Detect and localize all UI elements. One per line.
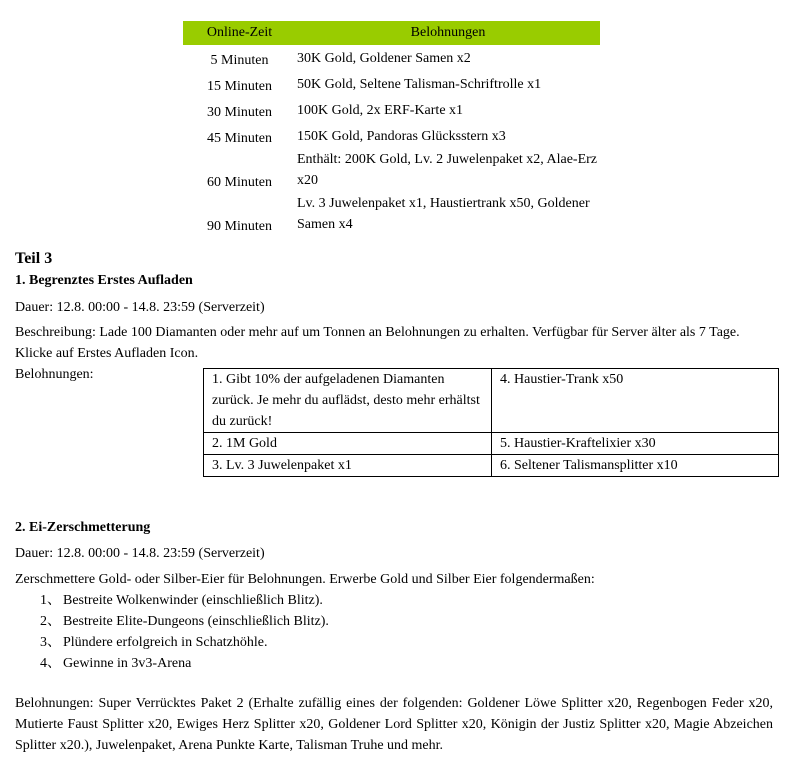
online-time-cell: 45 Minuten <box>207 131 272 146</box>
list-item-text: Bestreite Elite-Dungeons (einschließlich Blitz). <box>63 614 329 629</box>
list-item-number: 4、 <box>40 656 61 671</box>
reward-cell: Lv. 3 Juwelenpaket x1, Haustiertrank x50, Goldener Samen x4 <box>297 196 590 232</box>
egg-acquisition-list <box>40 590 329 674</box>
table-row <box>183 149 600 193</box>
reward-cell: 30K Gold, Goldener Samen x2 <box>297 51 471 66</box>
rewards-label: Belohnungen: <box>15 367 94 382</box>
reward-cell: 100K Gold, 2x ERF-Karte x1 <box>297 103 464 118</box>
table-row <box>204 433 779 455</box>
section-description: Beschreibung: Lade 100 Diamanten oder mehr auf um Tonnen an Belohnungen zu erhalten. Verfügbar für Server älter als 7 Tage. Klicke auf Erstes Aufladen Icon. <box>15 325 740 361</box>
list-item <box>40 653 329 674</box>
reward-cell: 4. Haustier-Trank x50 <box>492 369 779 433</box>
egg-smash-rewards-text: Belohnungen: Super Verrücktes Paket 2 (Erhalte zufällig eines der folgenden: Goldener Löwe Splitter x20, Regenbogen Feder x20, Mutierte Faust Splitter x20, Ewiges Herz Splitter x20, Goldener Lord Splitter x20, Königin der Justiz Splitter x20, Magie Abzeichen Splitter x20.), Juwelenpaket, Arena Punkte Karte, Talisman Truhe und mehr. <box>15 696 773 753</box>
table-header-row <box>183 21 600 45</box>
reward-cell: 50K Gold, Seltene Talisman-Schriftrolle x1 <box>297 77 542 92</box>
section-title-first-recharge: 1. Begrenztes Erstes Aufladen <box>15 273 193 288</box>
reward-cell: 6. Seltener Talismansplitter x10 <box>492 455 779 477</box>
table-row <box>204 455 779 477</box>
list-item <box>40 611 329 632</box>
header-rewards: Belohnungen <box>296 21 600 45</box>
reward-cell: 5. Haustier-Kraftelixier x30 <box>492 433 779 455</box>
list-item-number: 2、 <box>40 614 61 629</box>
list-item-text: Plündere erfolgreich in Schatzhöhle. <box>63 635 268 650</box>
list-item-text: Gewinne in 3v3-Arena <box>63 656 192 671</box>
table-row <box>183 71 600 97</box>
online-time-cell: 5 Minuten <box>210 53 269 68</box>
online-time-cell: 30 Minuten <box>207 105 272 120</box>
online-time-cell: 90 Minuten <box>207 219 272 234</box>
first-recharge-rewards-table <box>203 368 779 477</box>
reward-cell: 150K Gold, Pandoras Glücksstern x3 <box>297 129 506 144</box>
online-time-cell: 60 Minuten <box>207 175 272 190</box>
reward-cell: 2. 1M Gold <box>204 433 492 455</box>
table-row <box>183 97 600 123</box>
list-item <box>40 590 329 611</box>
list-item-number: 3、 <box>40 635 61 650</box>
reward-cell: Enthält: 200K Gold, Lv. 2 Juwelenpaket x2, Alae-Erz x20 <box>297 152 598 188</box>
section-duration: Dauer: 12.8. 00:00 - 14.8. 23:59 (Serverzeit) <box>15 546 265 561</box>
list-item <box>40 632 329 653</box>
list-item-number: 1、 <box>40 593 61 608</box>
reward-cell: 1. Gibt 10% der aufgeladenen Diamanten zurück. Je mehr du auflädst, desto mehr erhältst du zurück! <box>204 369 492 433</box>
table-row <box>183 123 600 149</box>
online-time-rewards-table <box>183 21 600 237</box>
table-row <box>183 193 600 237</box>
section-duration: Dauer: 12.8. 00:00 - 14.8. 23:59 (Serverzeit) <box>15 300 265 315</box>
reward-cell: 3. Lv. 3 Juwelenpaket x1 <box>204 455 492 477</box>
table-row <box>183 45 600 71</box>
part-heading: Teil 3 <box>15 250 53 267</box>
table-row <box>204 369 779 433</box>
header-online-time: Online-Zeit <box>183 21 296 45</box>
section-intro: Zerschmettere Gold- oder Silber-Eier für Belohnungen. Erwerbe Gold und Silber Eier folgendermaßen: <box>15 572 595 587</box>
list-item-text: Bestreite Wolkenwinder (einschließlich Blitz). <box>63 593 323 608</box>
section-title-egg-smash: 2. Ei-Zerschmetterung <box>15 520 151 535</box>
online-time-cell: 15 Minuten <box>207 79 272 94</box>
